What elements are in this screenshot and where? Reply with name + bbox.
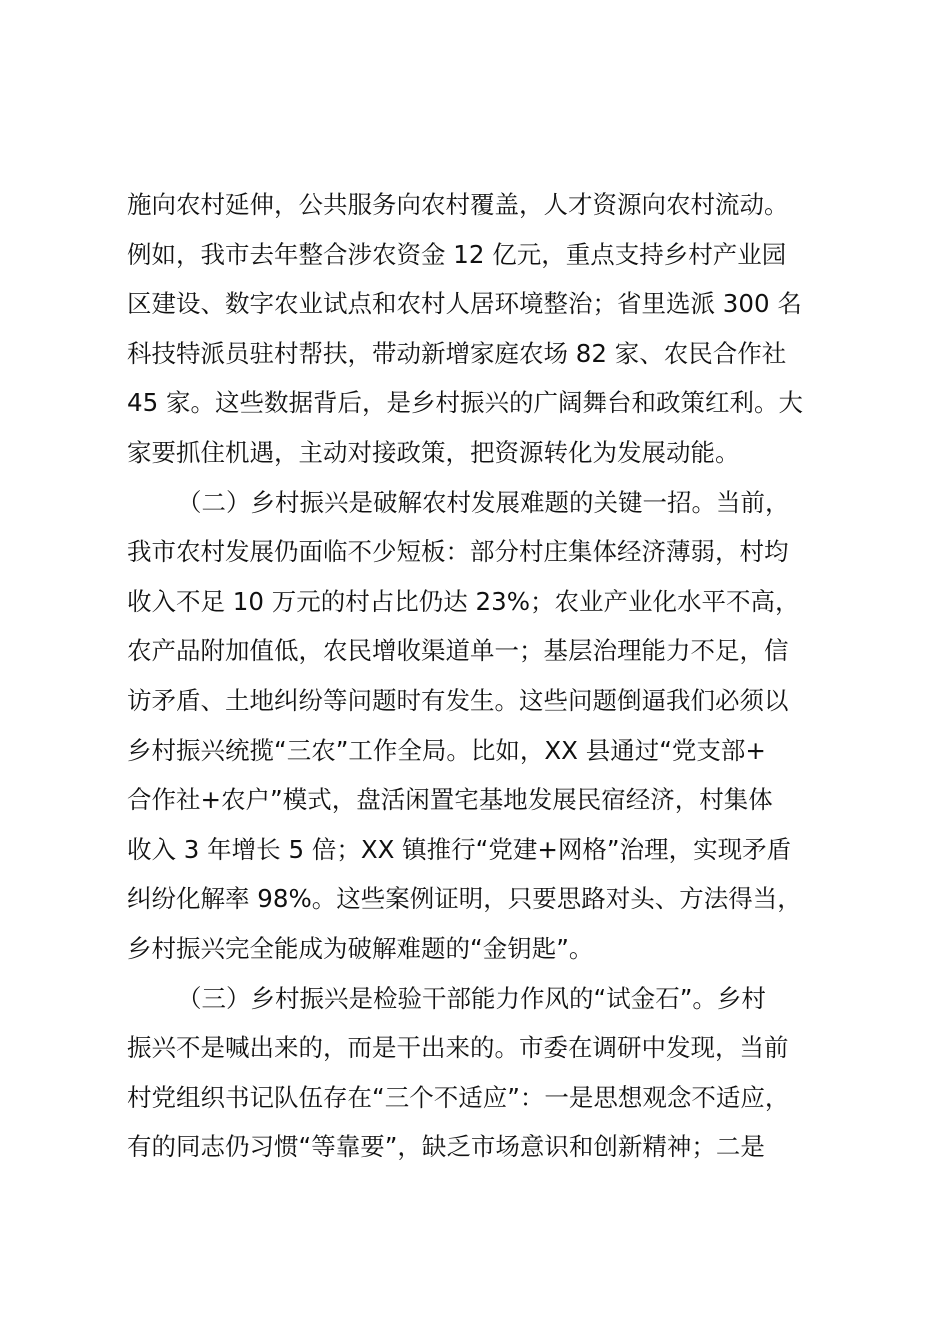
paragraph-line: 例如，我市去年整合涉农资金 12 亿元，重点支持乡村产业园 (127, 239, 787, 269)
paragraph-line: 振兴不是喊出来的，而是干出来的。市委在调研中发现，当前 (127, 1033, 789, 1063)
paragraph-line: 村党组织书记队伍存在“三个不适应”：一是思想观念不适应， (127, 1082, 790, 1112)
paragraph-line: 区建设、数字农业试点和农村人居环境整治；省里选派 300 名 (127, 289, 802, 319)
paragraph-line: 收入不足 10 万元的村占比仍达 23%；农业产业化水平不高， (127, 586, 800, 616)
paragraph (127, 180, 837, 478)
paragraph-line: 科技特派员驻村帮扶，带动新增家庭农场 82 家、农民合作社 (127, 338, 787, 368)
paragraph-line: 施向农村延伸，公共服务向农村覆盖，人才资源向农村流动。 (127, 190, 789, 219)
paragraph-line: 乡村振兴完全能成为破解难题的“金钥匙”。 (127, 933, 594, 963)
paragraph (127, 974, 837, 1172)
paragraph-line: 合作社+农户”模式，盘活闲置宅基地发展民宿经济，村集体 (127, 785, 773, 815)
paragraph-line: 我市农村发展仍面临不少短板：部分村庄集体经济薄弱，村均 (127, 537, 789, 567)
paragraph-line: 有的同志仍习惯“等靠要”，缺乏市场意识和创新精神；二是 (127, 1132, 765, 1162)
paragraph-line: 访矛盾、土地纠纷等问题时有发生。这些问题倒逼我们必须以 (127, 685, 789, 715)
paragraph-line: 收入 3 年增长 5 倍；XX 镇推行“党建+网格”治理，实现矛盾 (127, 834, 792, 864)
document-body (127, 180, 837, 1172)
paragraph-line: 家要抓住机遇，主动对接政策，把资源转化为发展动能。 (127, 437, 740, 467)
paragraph-line: 农产品附加值低，农民增收渠道单一；基层治理能力不足，信 (127, 636, 789, 666)
paragraph-line: 纠纷化解率 98%。这些案例证明，只要思路对头、方法得当， (127, 884, 802, 914)
paragraph-line: 乡村振兴统揽“三农”工作全局。比如，XX 县通过“党支部+ (127, 735, 766, 765)
paragraph-line: （三）乡村振兴是检验干部能力作风的“试金石”。乡村 (177, 983, 766, 1013)
paragraph-line: 45 家。这些数据背后，是乡村振兴的广阔舞台和政策红利。大 (127, 388, 803, 418)
paragraph-line: （二）乡村振兴是破解农村发展难题的关键一招。当前， (177, 487, 790, 517)
paragraph (127, 478, 837, 974)
